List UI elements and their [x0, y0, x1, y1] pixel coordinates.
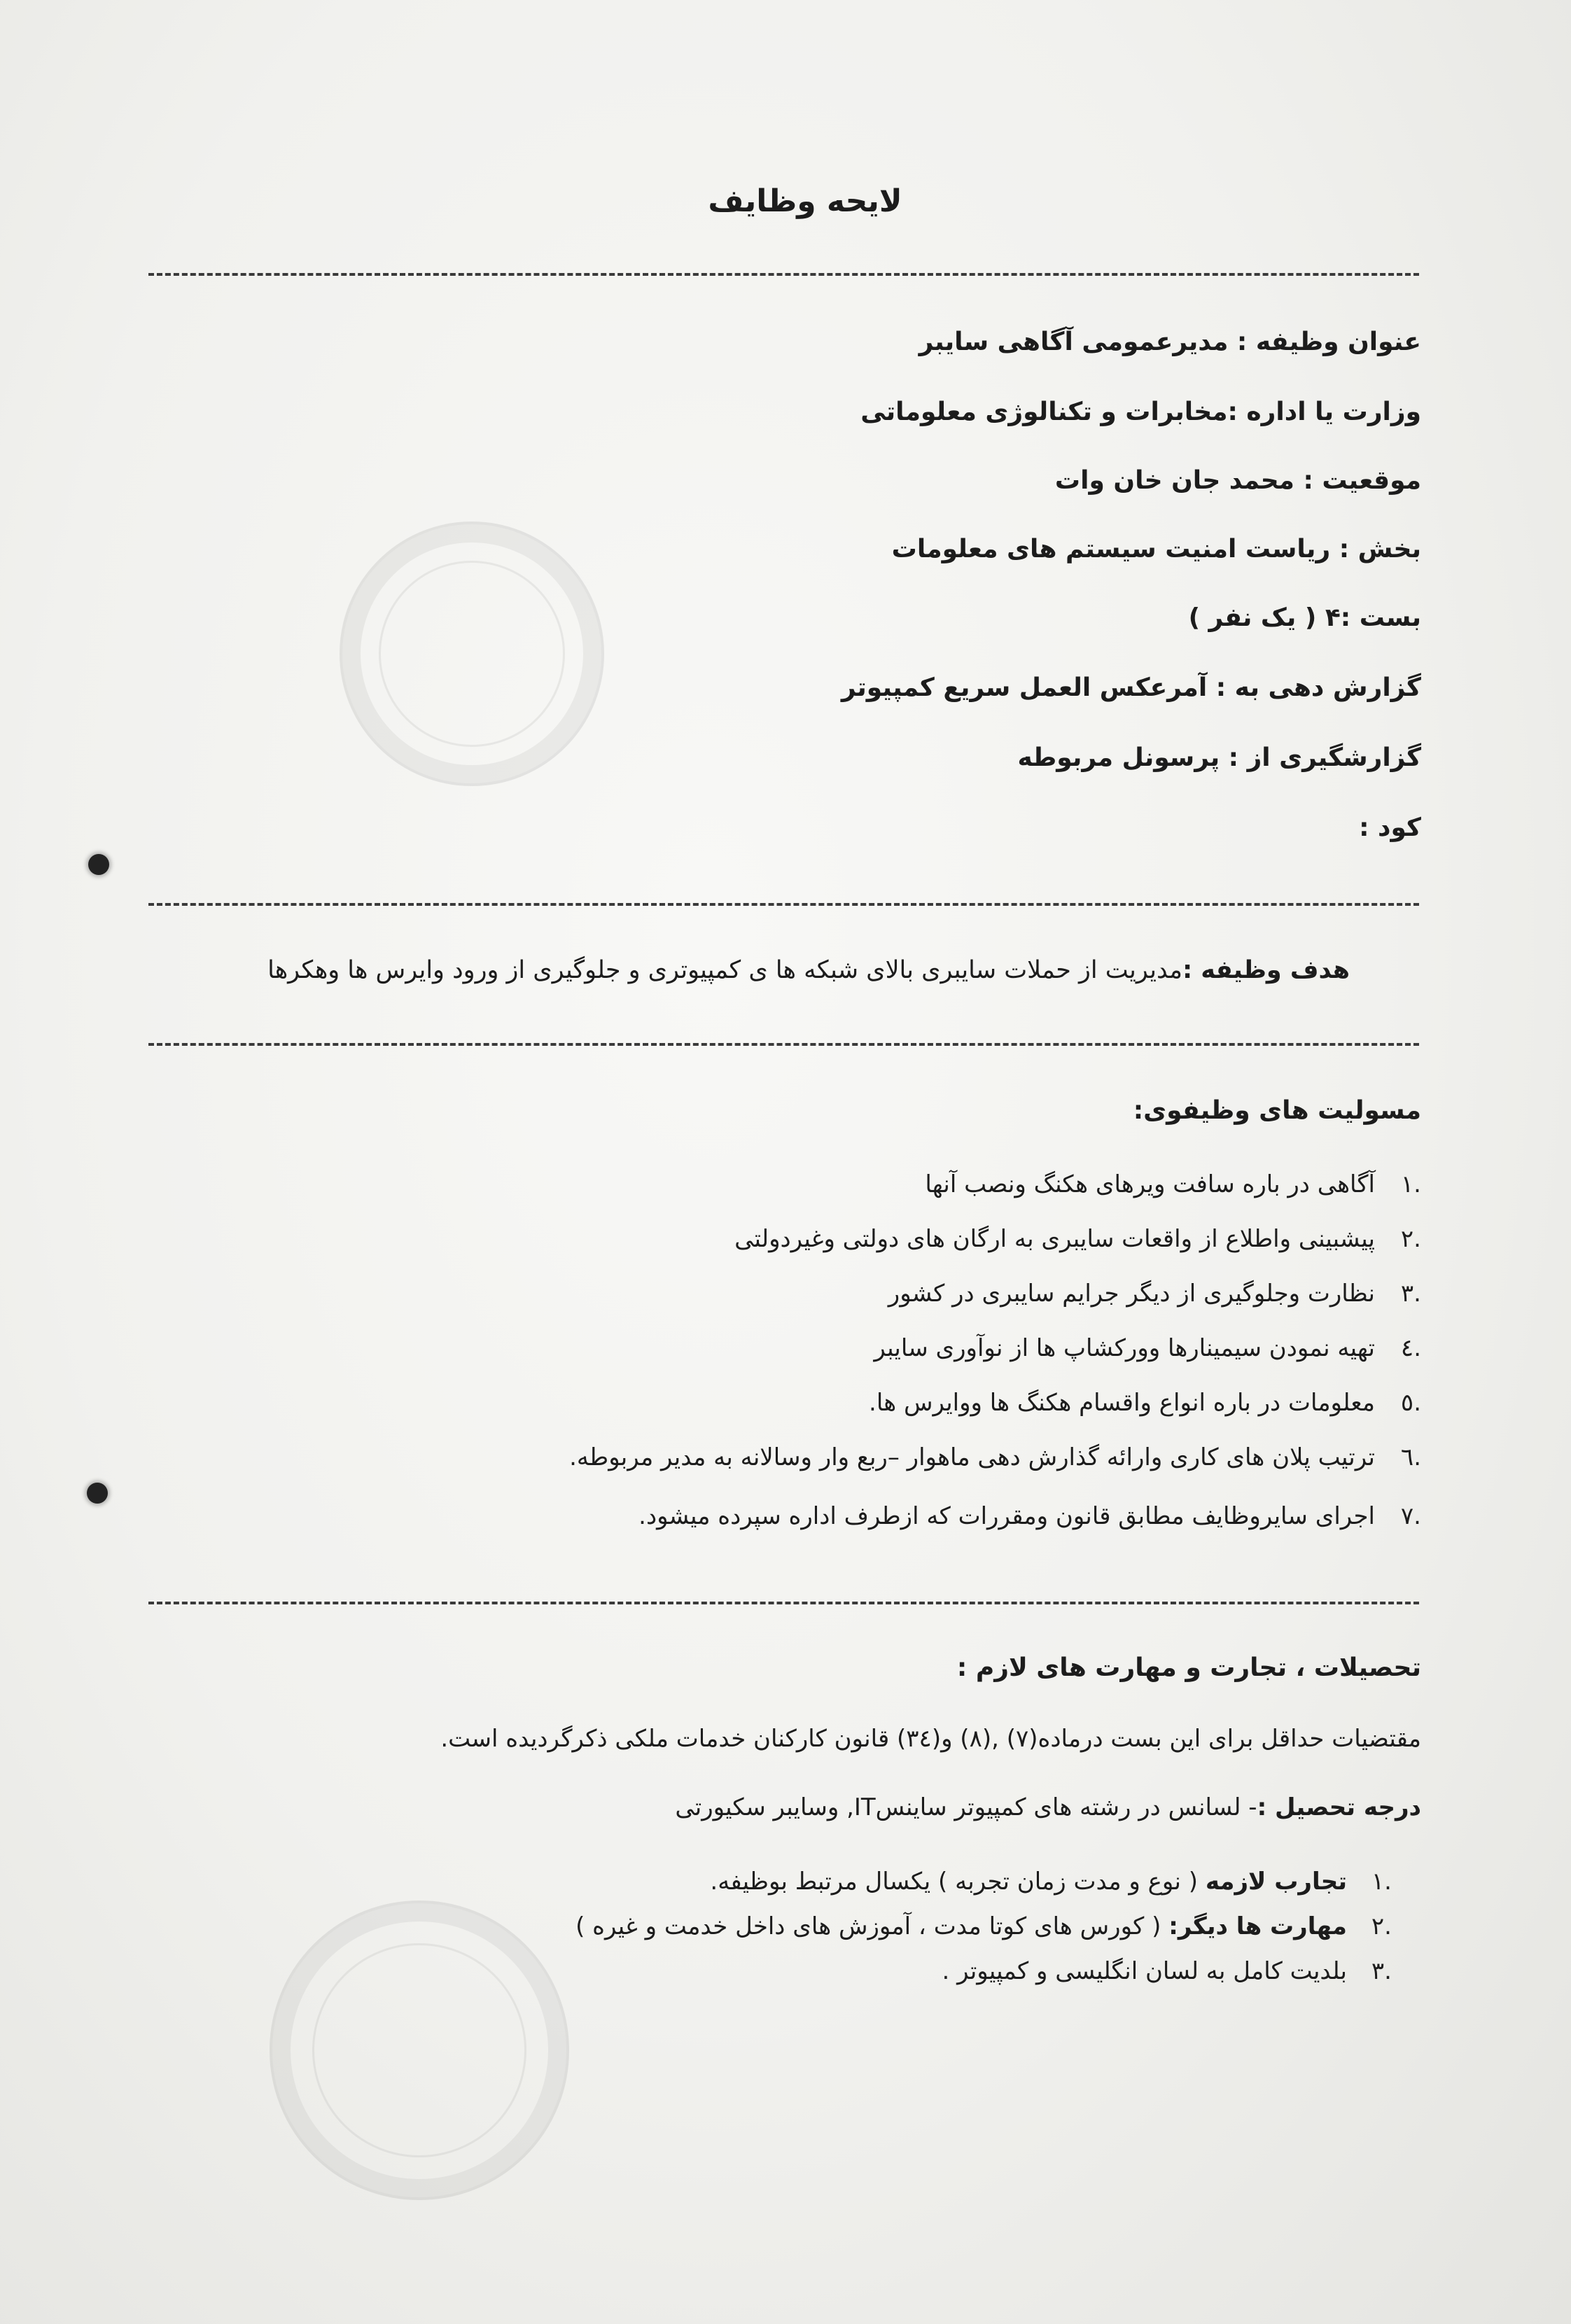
field-location: [1055, 466, 1421, 495]
divider: [148, 1602, 1419, 1604]
list-item: نظارت وجلوگیری از دیگر جرایم سایبری در کشور: [888, 1280, 1375, 1308]
list-number: ٤.: [1400, 1334, 1421, 1362]
page-title: لایحه وظایف: [708, 183, 902, 219]
field-label: کود :: [1359, 813, 1421, 842]
goal-label: هدف وظیفه :: [1182, 956, 1350, 984]
list-item: ترتیب پلان های کاری وارائه گذارش دهی ماهوار –ربع وار وسالانه به مدیر مربوطه.: [569, 1443, 1375, 1471]
education-heading: تحصیلات ، تجارت و مهارت های لازم :: [956, 1653, 1421, 1682]
list-number: ۱.: [1371, 1868, 1392, 1896]
field-label: عنوان وظیفه :: [1236, 328, 1421, 356]
list-number: ۷.: [1400, 1502, 1421, 1530]
item-label: مهارت ها دیگر:: [1168, 1912, 1347, 1940]
degree-line: [675, 1793, 1421, 1821]
field-value: مدیرعمومی آگاهی سایبر: [919, 328, 1237, 356]
list-item: اجرای سایروظایف مطابق قانون ومقررات که ازطرف اداره سپرده میشود.: [638, 1502, 1375, 1530]
field-value: ۴ ( یک نفر ): [1188, 603, 1341, 632]
divider: [148, 903, 1419, 906]
field-label: بخش :: [1339, 535, 1421, 564]
list-number: ۳.: [1400, 1280, 1421, 1308]
item-label: تجارب لازمه: [1205, 1868, 1347, 1896]
list-number: ٦.: [1400, 1443, 1421, 1471]
goal-text: مدیریت از حملات سایبری بالای شبکه ها ی کمپیوتری و جلوگیری از ورود وایرس ها وهکرها: [267, 956, 1183, 984]
field-label: موقعیت :: [1303, 466, 1421, 495]
field-job-title: [919, 328, 1421, 356]
divider: [148, 273, 1419, 276]
field-supervises: [1018, 743, 1421, 772]
list-item: [575, 1912, 1347, 1940]
job-goal: [267, 956, 1350, 984]
field-value: پرسونل مربوطه: [1017, 743, 1229, 772]
list-number: ۱.: [1400, 1170, 1421, 1198]
divider: [148, 1043, 1419, 1046]
faint-stamp-lower: [270, 1900, 569, 2200]
list-item: آگاهی در باره سافت ویرهای هکنگ ونصب آنها: [925, 1170, 1375, 1198]
responsibilities-heading: مسولیت های وظیفوی:: [1133, 1096, 1421, 1125]
field-label: گزارش دهی به :: [1215, 673, 1421, 702]
requirements-text: مقتضیات حداقل برای این بست درماده(۷) ,(۸) و(٣٤) قانون کارکنان خدمات ملکی ذکرگردیده است.: [440, 1725, 1421, 1753]
field-reports-to: [842, 673, 1421, 702]
item-text: ( نوع و مدت زمان تجربه ) یکسال مرتبط بوظیفه.: [710, 1868, 1206, 1896]
field-value: آمرعکس العمل سریع کمپیوتر: [841, 673, 1216, 702]
list-item: پیشبینی واطلاع از واقعات سایبری به ارگان های دولتی وغیردولتی: [734, 1225, 1375, 1253]
item-text: بلدیت کامل به لسان انگلیسی و کمپیوتر .: [942, 1957, 1347, 1985]
field-label: بست :: [1340, 603, 1421, 632]
punch-hole-top: [88, 854, 109, 875]
field-value: محمد جان خان وات: [1054, 466, 1304, 495]
field-ministry: [860, 398, 1421, 426]
field-value: ریاست امنیت سیستم های معلومات: [891, 535, 1339, 564]
degree-label: درجه تحصیل :: [1257, 1793, 1421, 1821]
punch-hole-bottom: [87, 1483, 108, 1504]
field-code: [1359, 813, 1421, 842]
degree-text: - لسانس در رشته های کمپیوتر ساینسIT, وسایبر سکیورتی: [675, 1793, 1257, 1821]
field-value: مخابرات و تکنالوژی معلوماتی: [860, 398, 1228, 426]
list-item: [710, 1868, 1347, 1896]
list-number: ۲.: [1371, 1912, 1392, 1940]
field-grade: [1189, 603, 1421, 632]
field-label: وزارت یا اداره :: [1227, 398, 1421, 426]
list-item: معلومات در باره انواع واقسام هکنگ ها ووایرس ها.: [869, 1389, 1375, 1417]
field-department: [892, 535, 1421, 564]
item-text: ( کورس های کوتا مدت ، آموزش های داخل خدمت و غیره ): [575, 1912, 1169, 1940]
list-item: [942, 1957, 1347, 1985]
field-label: گزارشگیری از :: [1228, 743, 1421, 772]
list-number: ٥.: [1400, 1389, 1421, 1417]
faint-stamp-upper: [340, 522, 604, 786]
list-number: ۲.: [1400, 1225, 1421, 1253]
list-number: ۳.: [1371, 1957, 1392, 1985]
list-item: تهیه نمودن سیمینارها وورکشاپ ها از نوآوری سایبر: [874, 1334, 1375, 1362]
